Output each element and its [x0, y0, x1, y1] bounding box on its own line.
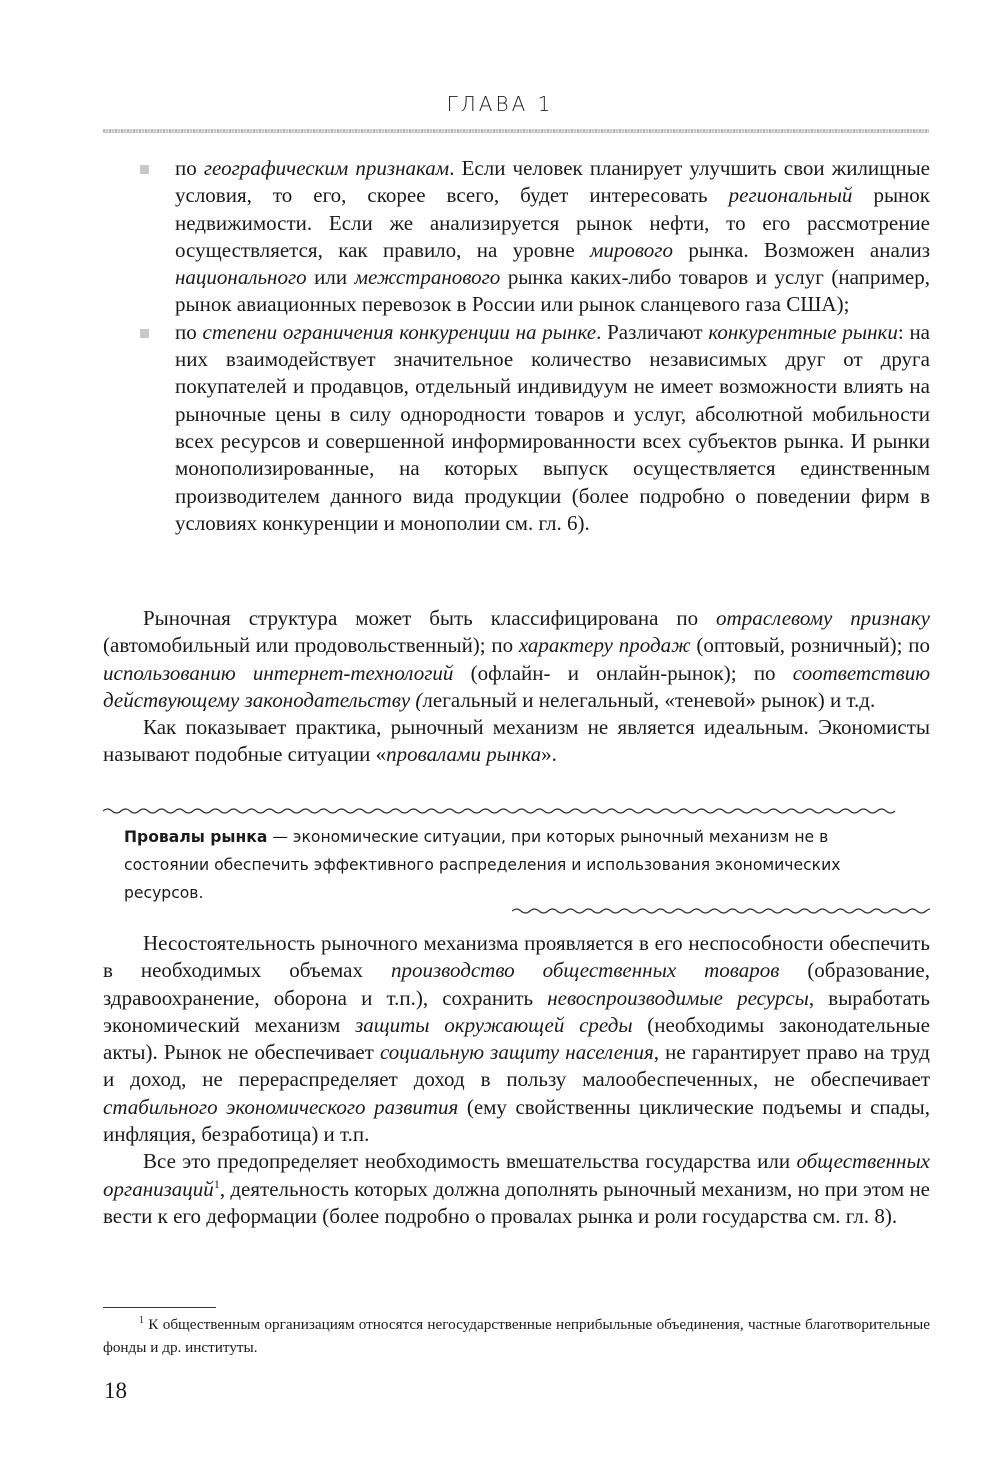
emphasis: стабильного экономического развития	[103, 1094, 459, 1119]
bullet-icon	[140, 165, 149, 174]
footnote	[103, 1313, 930, 1359]
list-item: по степени ограничения конкуренции на рынке. Различают конкурентные рынки: на них взаимодействует значительное количество независимых друг от друга покупателей и продавцов, отдельный индивидуум не имеет возможности влиять на рыночные цены в силу однородности товаров и услуг, абсолютной мобильности всех ресурсов и совершенной информированности всех субъектов рынка. И рынки монополизированные, на которых выпуск осуществляется единственным производителем данного вида продукции (более подробно о поведении фирм в условиях конкуренции и монополии см. гл. 6).	[140, 319, 930, 537]
text-block-failures	[103, 930, 930, 1230]
emphasis: общественных организаций	[103, 1149, 930, 1201]
emphasis: отраслевому признаку	[716, 606, 930, 630]
paragraph: Все это предопределяет необходимость вмешательства государства или общественных организаций$^1$, деятельность которых должна дополнять рыночный механизм, но при этом не вести к его деформации (более подробно о провалах рынка и роли государства см. гл. 8).	[103, 1149, 930, 1228]
emphasis: региональный	[728, 183, 853, 208]
classification-list	[140, 155, 930, 537]
definition-term: Провалы рынка	[124, 828, 268, 846]
footnote-marker: 1	[139, 1314, 144, 1326]
footnote-ref: 1	[213, 1176, 220, 1191]
emphasis: географическим признакам	[203, 156, 450, 180]
wavy-divider-top	[103, 807, 930, 815]
header-rule	[103, 129, 929, 133]
definition-box	[124, 823, 914, 907]
emphasis: межстранового	[354, 265, 501, 290]
paragraph: Рыночная структура может быть классифицирована по отраслевому признаку (автомобильный или продовольственный); по характеру продаж (оптовый, розничный); по использованию интернет-технологий (офлайн- и онлайн-рынок); по соответствию действующему законодательству (легальный и нелегальный, «теневой» рынок) и т.д.	[103, 606, 930, 712]
definition-text: — экономические ситуации, при которых рыночный механизм не в состоянии обеспечить эффективного распределения и использования экономических ресурсов.	[124, 828, 841, 902]
emphasis: производство общественных товаров	[390, 958, 780, 983]
emphasis: мирового	[590, 237, 673, 262]
wavy-divider-bottom	[512, 907, 930, 915]
emphasis: национального	[175, 265, 307, 290]
emphasis: социальную защиту населения	[379, 1040, 654, 1065]
footnote-body: К общественным организациям относятся негосударственные неприбыльные объединения, частные благотворительные фонды и др. институты.	[103, 1316, 930, 1356]
emphasis: провалами рынка	[386, 742, 542, 767]
footnote-rule	[103, 1307, 216, 1308]
emphasis: соответствию действующему законодательству (	[103, 660, 930, 712]
emphasis: степени ограничения конкуренции на рынке	[202, 319, 597, 344]
emphasis: использованию интернет-технологий	[103, 660, 454, 685]
running-head: ГЛАВА 1	[446, 92, 554, 116]
emphasis: защиты окружающей среды	[355, 1012, 633, 1037]
emphasis: конкурентные рынки	[708, 319, 898, 344]
text-block-structure	[103, 605, 930, 769]
emphasis: невоспроизводимые ресурсы	[547, 985, 809, 1010]
paragraph: Несостоятельность рыночного механизма проявляется в его неспособности обеспечить в необходимых объемах производство общественных товаров (образование, здравоохранение, оборона и т.п.), сохранить невоспроизводимые ресурсы, выработать экономический механизм защиты окружающей среды (необходимы законодательные акты). Рынок не обеспечивает социальную защиту населения, не гарантирует право на труд и доход, не перераспределяет доход в пользу малообеспеченных, не обеспечивает стабильного экономического развития (ему свойственны циклические подъемы и спады, инфляция, безработица) и т.п.	[103, 931, 930, 1147]
list-item: по географическим признакам. Если человек планирует улучшить свои жилищные условия, то его, скорее всего, будет интересовать региональный рынок недвижимости. Если же анализируется рынок нефти, то его рассмотрение осуществляется, как правило, на уровне мирового рынка. Возможен анализ национального или межстранового рынка каких-либо товаров и услуг (например, рынок авиационных перевозок в России или рынок сланцевого газа США);	[140, 155, 930, 319]
paragraph: Как показывает практика, рыночный механизм не является идеальным. Экономисты называют подобные ситуации «провалами рынка».	[103, 715, 930, 767]
page-number: 18	[104, 1378, 127, 1403]
bullet-icon	[140, 329, 149, 338]
emphasis: характеру продаж	[518, 633, 691, 658]
footnote-text	[103, 1313, 930, 1359]
